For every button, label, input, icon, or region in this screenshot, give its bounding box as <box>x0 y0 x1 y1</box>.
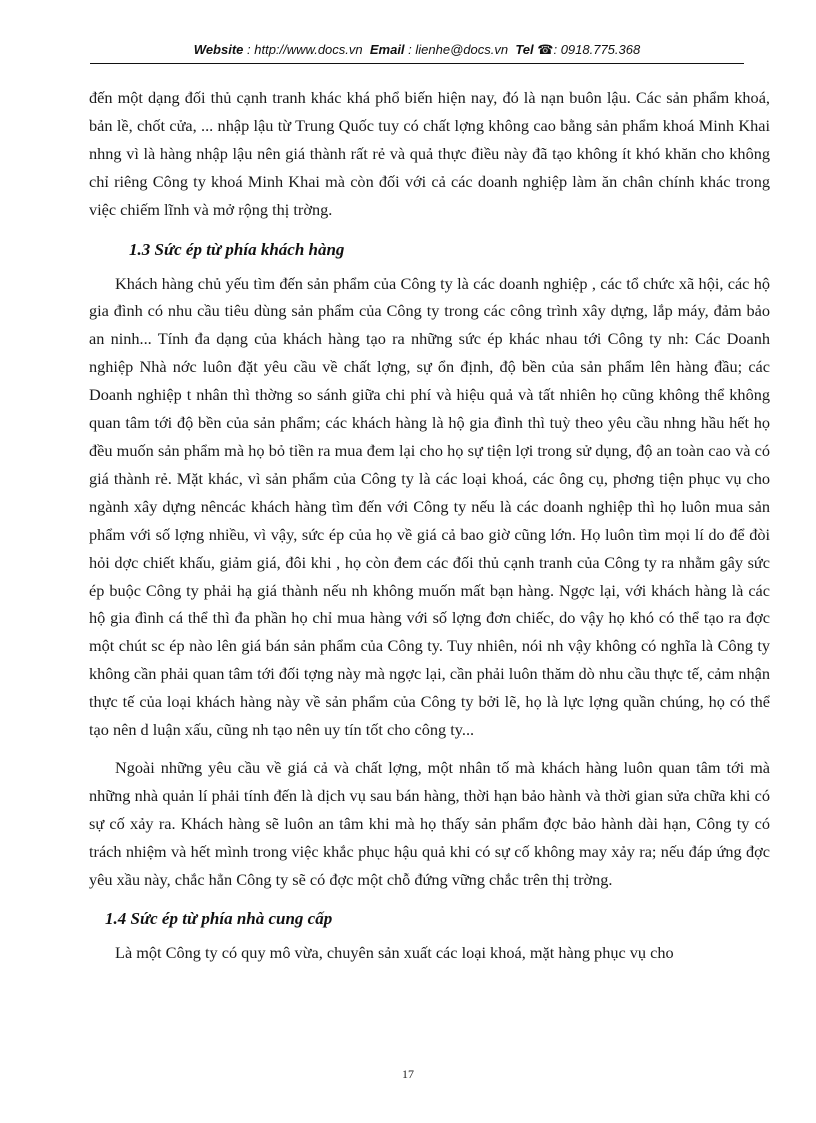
website-label: Website <box>193 42 244 57</box>
website-value: : http://www.docs.vn <box>247 42 363 57</box>
paragraph-after-sales: Ngoài những yêu cầu về giá cả và chất lợng, một nhân tố mà khách hàng luôn quan tâm tới mà những nhà quản lí phải tính đến là dịch vụ sau bán hàng, thời hạn bảo hành và thời gian sửa chữa khi có sự cố xảy ra. Khách hàng sẽ luôn an tâm khi mà họ thấy sản phẩm đợc bảo hành dài hạn, Công ty có trách nhiệm và hết mình trong việc khắc phục hậu quả khi có sự cố không may xảy ra; nếu đáp ứng đợc yêu xầu này, chắc hẳn Công ty sẽ có đợc một chỗ đứng vững chắc trên thị trờng. <box>89 757 770 889</box>
paragraph-customer-pressure: Khách hàng chủ yếu tìm đến sản phẩm của Công ty là các doanh nghiệp , các tổ chức xã hội, các hộ gia đình có nhu cầu tiêu dùng sản phẩm của Công ty trong các công trình xây dựng, lắp máy, đảm bảo an ninh... Tính đa dạng của khách hàng tạo ra những sức ép khác nhau tới Công ty nh: Các Doanh nghiệp Nhà nớc luôn đặt yêu cầu về chất lợng, sự ổn định, độ bền của sản phẩm lên hàng đầu; các Doanh nghiệp t nhân thì thờng so sánh giữa chi phí và hiệu quả và tất nhiên họ cũng không thể không quan tâm tới độ bền của sản phẩm; các khách hàng là hộ gia đình thì tuỳ theo yêu cầu nhng hầu hết họ đều muốn sản phẩm mà họ bỏ tiền ra mua đem lại cho họ sự tiện lợi trong sử dụng, độ an toàn cao và có giá thành rẻ. Mặt khác, vì sản phẩm của Công ty là các loại khoá, các ông cụ, phơng tiện phục vụ cho ngành xây dựng nêncác khách hàng tìm đến với Công ty nếu là các doanh nghiệp thì họ luôn mua sản phẩm với số lợng nhiều, vì vậy, sức ép của họ về giá cả bao giờ cũng lớn. Họ luôn tìm mọi lí do để đòi hỏi dợc chiết khấu, giảm giá, đôi khi , họ còn đem các đối thủ cạnh tranh của Công ty ra nhằm gây sức ép buộc Công ty phải hạ giá thành nếu nh không muốn mất bạn hàng. Ngợc lại, với khách hàng là các hộ gia đình cá thể thì đa phần họ chỉ mua hàng với số lợng đơn chiếc, do vậy họ khó có thể tạo ra đợc một chút sc ép nào lên giá bán sản phẩm của Công ty. Tuy nhiên, nói nh vậy không có nghĩa là Công ty không cần phải quan tâm tới đối tợng này mà ngợc lại, cần phải luôn thăm dò nhu cầu thực tế, cảm nhận thực tế của loại khách hàng này về sản phẩm của Công ty bởi lẽ, họ là lực lợng quần chúng, họ có thể tạo nên d luận xấu, cũng nh tạo nên uy tín tốt cho công ty... <box>89 273 770 740</box>
page-number: 17 <box>402 1067 414 1081</box>
page-header <box>90 42 744 64</box>
email-value: : lienhe@docs.vn <box>408 42 509 57</box>
document-body <box>89 84 770 967</box>
section-heading-1-4: 1.4 Sức ép từ phía nhà cung cấp <box>105 909 333 929</box>
phone-icon: ☎ <box>537 42 554 57</box>
paragraph-supplier-pressure: Là một Công ty có quy mô vừa, chuyên sản xuất các loại khoá, mặt hàng phục vụ cho <box>115 943 674 963</box>
email-label: Email <box>369 42 405 57</box>
tel-value: : 0918.775.368 <box>553 42 641 57</box>
paragraph-smuggling: đến một dạng đối thủ cạnh tranh khác khá phổ biến hiện nay, đó là nạn buôn lậu. Các sản phẩm khoá, bản lề, chốt cửa, ... nhập lậu từ Trung Quốc tuy có chất lợng không cao bằng sản phẩm khoá Minh Khai nhng vì là hàng nhập lậu nên giá thành rất rẻ và quả thực điều này đã tạo không ít khó khăn cho không chỉ riêng Công ty khoá Minh Khai mà còn đối với cả các doanh nghiệp làm ăn chân chính khác trong việc chiếm lĩnh và mở rộng thị trờng. <box>89 88 770 219</box>
tel-label: Tel <box>515 42 534 57</box>
section-heading-1-3: 1.3 Sức ép từ phía khách hàng <box>129 239 345 259</box>
